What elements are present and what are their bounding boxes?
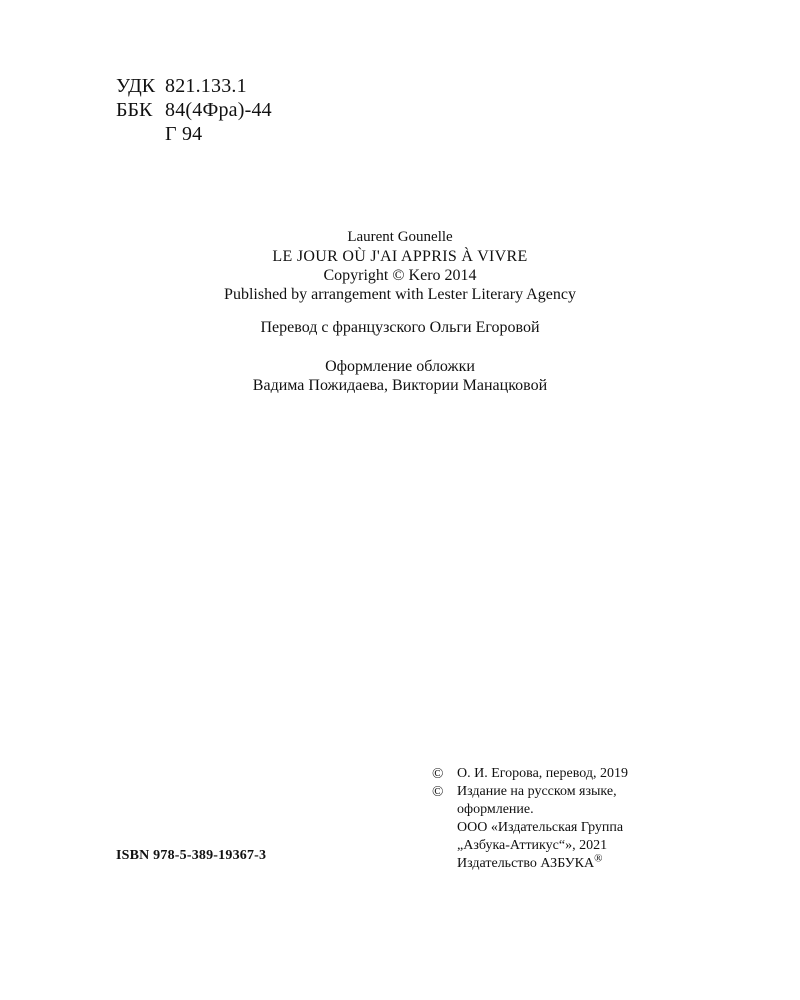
edition-copyright bbox=[432, 783, 762, 873]
translation-copyright bbox=[432, 765, 762, 783]
bbk-value: 84(4Фра)-44 bbox=[165, 99, 272, 121]
copyright-notices bbox=[432, 765, 762, 873]
author-mark-row bbox=[116, 122, 272, 146]
copyright-icon: © bbox=[432, 766, 444, 782]
bbk-row bbox=[116, 98, 272, 122]
edition-line: „Азбука-Аттикус“», 2021 bbox=[457, 838, 608, 853]
credits-block bbox=[0, 228, 800, 395]
cover-designers: Вадима Пожидаева, Виктории Манацковой bbox=[252, 377, 548, 394]
publisher-line bbox=[457, 852, 762, 873]
copyright-icon: © bbox=[432, 784, 444, 800]
isbn: ISBN 978-5-389-19367-3 bbox=[116, 848, 267, 863]
translator-line: Перевод с французского Ольги Егоровой bbox=[260, 319, 540, 336]
original-author: Laurent Gounelle bbox=[347, 229, 453, 245]
bbk-code: ББК bbox=[116, 99, 153, 121]
original-title: LE JOUR OÙ J'AI APPRIS À VIVRE bbox=[272, 248, 528, 265]
arrangement-line: Published by arrangement with Lester Literary Agency bbox=[224, 286, 576, 303]
registered-mark: ® bbox=[594, 852, 603, 865]
edition-line: Издание на русском языке, bbox=[457, 784, 617, 799]
author-mark: Г 94 bbox=[165, 123, 203, 145]
edition-line: ООО «Издательская Группа bbox=[457, 820, 624, 835]
cover-design-label: Оформление обложки bbox=[325, 358, 475, 375]
udk-code: УДК bbox=[116, 75, 156, 97]
publisher-name: Издательство АЗБУКА bbox=[457, 856, 595, 871]
original-copyright: Copyright © Kero 2014 bbox=[323, 267, 477, 284]
classification-block bbox=[116, 74, 272, 146]
translation-copyright-text: О. И. Егорова, перевод, 2019 bbox=[457, 766, 628, 781]
udk-value: 821.133.1 bbox=[165, 75, 247, 97]
udk-row bbox=[116, 74, 272, 98]
edition-line: оформление. bbox=[457, 802, 534, 817]
